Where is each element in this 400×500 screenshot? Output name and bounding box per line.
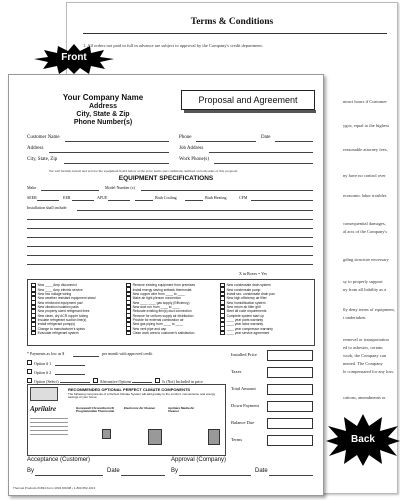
checklist-column-2 — [126, 283, 195, 335]
terms-fragment: ygos, equal to the highest — [343, 123, 389, 128]
terms-fragment: cations, amendments or — [343, 395, 386, 400]
afue-label: AFUE — [97, 195, 108, 200]
total-label: Taxes — [231, 369, 242, 374]
total-label: Down Payment — [231, 403, 259, 408]
acceptance-label — [27, 457, 90, 463]
checkbox[interactable] — [220, 331, 225, 336]
city-state-zip-field[interactable] — [64, 163, 169, 164]
air-cleaner-image — [148, 429, 162, 445]
approval-text: Approval — [171, 457, 195, 463]
terms-fragment: ntract hours if Customer — [343, 99, 387, 104]
option-select-checkbox[interactable] — [27, 378, 32, 383]
checklist-item-label: New copper wire from ____ to ____ — [132, 291, 185, 296]
proposal-page — [8, 74, 324, 496]
installation-line[interactable] — [27, 246, 313, 247]
included-text: Is (Not) Included in price — [162, 379, 203, 384]
intro-text: We will furnish, install and service the equipment listed below at the price terms and conditions outlined on both sides of this proposal. — [49, 169, 239, 173]
afue-field[interactable] — [108, 200, 130, 201]
total-label: Total Amount — [231, 386, 256, 391]
checklist-item-label: Remove for uniform supply air distribution — [132, 313, 194, 318]
installation-line[interactable] — [27, 219, 313, 220]
customer-by-label: By — [27, 468, 35, 474]
address-field[interactable] — [49, 152, 169, 153]
checklist-item-label: Clean work area to customer's satisfaction — [132, 330, 195, 335]
address-label: Address — [27, 146, 44, 151]
phone-field[interactable] — [196, 141, 256, 142]
cfm-label: CFM — [239, 195, 248, 200]
form-footer: Thermal Products #1834 Form 1834 8/2008 • 1-800-552-1013 — [13, 486, 96, 490]
total-field[interactable] — [267, 435, 313, 446]
seer-field[interactable] — [37, 200, 59, 201]
work-phone-field[interactable] — [214, 163, 313, 164]
terms-title: Terms & Conditions — [190, 17, 274, 27]
customer-name-label: Customer Name — [27, 135, 60, 140]
installation-label: Installation shall include: — [27, 205, 68, 210]
company-address: Address — [88, 102, 117, 110]
perfect-climate-logo — [30, 387, 58, 401]
checklist-item-label: New vibration isolation pads — [37, 304, 79, 309]
checklist-item-label: ____ year parts warranty — [226, 317, 264, 322]
alternative-options-checkbox[interactable] — [93, 378, 98, 383]
terms-fragment: consequential damages, — [343, 221, 386, 226]
customer-date-field[interactable] — [121, 475, 165, 476]
terms-fragment: reasonable attorney fees, — [343, 147, 388, 152]
checklist-item-label: New duct run from ____ to ____ — [132, 304, 180, 309]
ad-body-lines — [30, 415, 68, 435]
installation-line[interactable] — [27, 264, 313, 265]
eer-label: EER — [63, 195, 71, 200]
recommended-components-box — [27, 384, 226, 456]
approval-label — [171, 457, 226, 463]
city-state-zip-label: City, State, Zip — [27, 157, 58, 162]
terms-fragment: nented. The Company — [343, 361, 383, 366]
checkbox[interactable] — [126, 331, 131, 336]
checklist-item-label: Install energy saving setback thermostat — [132, 287, 192, 292]
thermostat-image — [102, 429, 111, 439]
date-field[interactable] — [275, 141, 313, 142]
checklist-item-label: New high efficiency air filter — [226, 296, 267, 301]
equipment-specs-title: EQUIPMENT SPECIFICATIONS — [118, 175, 214, 182]
installation-line[interactable] — [27, 237, 313, 238]
checklist-item-label: Provide for external combustion air — [132, 317, 184, 322]
checklist-item-label: ____ year compressor warranty — [226, 326, 273, 331]
option-2-text: Option # 2 — [34, 370, 52, 375]
checklist-item-label: Evacuate refrigerant system — [37, 330, 79, 335]
btuh-heating-field[interactable] — [185, 200, 203, 201]
make-label: Make — [27, 185, 37, 190]
total-label: Balance Due — [231, 420, 255, 425]
checklist-item-label: Install refrigerant pump(s) — [37, 322, 76, 327]
checklist-column-1 — [31, 283, 96, 335]
option-1-field[interactable] — [55, 365, 85, 366]
company-name: Your Company Name — [62, 93, 144, 102]
installation-line[interactable] — [27, 255, 313, 256]
cfm-field[interactable] — [251, 200, 313, 201]
btuh-cooling-field[interactable] — [135, 200, 153, 201]
front-badge — [34, 44, 114, 74]
company-date-label: Date — [255, 468, 268, 474]
company-block — [49, 93, 157, 128]
company-by-label: By — [171, 468, 179, 474]
checklist-item-label: Meet all code requirements — [226, 309, 267, 314]
checklist-item-label: New weather resistant equipment stand — [37, 296, 96, 301]
installation-line[interactable] — [27, 228, 313, 229]
installation-checklist — [27, 279, 315, 346]
customer-name-field[interactable] — [65, 141, 169, 142]
checklist-item-label: New condensate drain system — [226, 283, 271, 288]
terms-fragment: ed to asbestos, certain — [343, 345, 383, 350]
checkbox[interactable] — [31, 331, 36, 336]
customer-date-label: Date — [107, 468, 120, 474]
btuh-cooling-label: Btuh Cooling — [155, 195, 177, 200]
terms-fragment: sy to properly support — [343, 279, 383, 284]
checklist-item-label: New low voltage wiring — [37, 291, 72, 296]
terms-fragment: lly deny terms of equipment, — [343, 307, 395, 312]
job-address-label: Job Address — [179, 146, 204, 151]
checklist-item-label: New property sized refrigerant lines — [37, 309, 90, 314]
checklist-item-label: New humidification system — [226, 300, 266, 305]
form-title-box — [181, 90, 315, 110]
checklist-item-label: Remove existing equipment from premises — [132, 283, 196, 288]
form-title: Proposal and Agreement — [198, 95, 298, 105]
company-signature-field[interactable] — [179, 475, 251, 476]
ad-product-3: Electronic Air Cleaner — [124, 406, 156, 410]
job-address-field[interactable] — [209, 152, 313, 153]
ad-product-1: Aprilaire — [30, 405, 57, 413]
checklist-item-label: ____ year labor warranty — [226, 322, 264, 327]
terms-clause-1: 1. All orders not paid in full in advance are subject to approval by the Company's credit department. — [83, 43, 263, 48]
terms-fragment: ny have no control over — [343, 173, 386, 178]
checklist-item[interactable] — [31, 331, 96, 335]
checklist-item-label: New ____ Amp disconnect — [37, 283, 77, 288]
payment-prefix: * Payments as low as $ — [27, 351, 65, 356]
option-2-field[interactable] — [55, 374, 85, 375]
checklist-item-label: New return air filter grill — [226, 304, 261, 309]
back-badge — [326, 414, 400, 466]
terms-fragment: gding structure necessary — [343, 257, 389, 262]
company-date-field[interactable] — [269, 475, 313, 476]
option-2-label — [27, 369, 51, 375]
make-field[interactable] — [41, 190, 99, 191]
total-field[interactable] — [267, 384, 313, 395]
terms-divider — [83, 33, 387, 34]
checklist-item[interactable] — [126, 331, 195, 335]
total-label: Installed Price — [231, 352, 257, 357]
terms-fragment: economic labor troubles — [343, 193, 387, 198]
checklist-item-label: Relocate existing flex(s) duct connection — [132, 309, 192, 314]
x-means-yes-note: X in Boxes = Yes — [239, 271, 267, 276]
customer-signature-field[interactable] — [35, 475, 103, 476]
option-2-checkbox[interactable] — [27, 369, 32, 374]
option-1-label — [27, 360, 51, 366]
total-field[interactable] — [267, 418, 313, 429]
acceptance-text: Acceptance — [27, 457, 59, 463]
seer-label: SEER — [27, 195, 37, 200]
terms-fragment: removal or transportation — [343, 337, 389, 342]
option-1-text: Option # 1 — [34, 361, 52, 366]
ad-product-2: Honeywell Chronotherm III Programmable Thermostat — [76, 406, 115, 414]
checklist-item[interactable] — [220, 331, 275, 335]
terms-fragment: le compensated for any loss. — [343, 369, 395, 374]
ad-heading: RECOMMENDED OPTIONAL PERFECT CLIMATE COMPONENTS — [68, 387, 191, 392]
checklist-item-label: ____ year service agreement — [226, 330, 270, 335]
total-field[interactable] — [267, 367, 313, 378]
work-phone-label: Work Phone(s) — [179, 157, 210, 162]
terms-fragment: ny from all liability as a — [343, 287, 387, 292]
checklist-item-label: New reinforced equipment pad — [37, 300, 83, 305]
date-label: Date — [261, 135, 271, 140]
checklist-item-label: New ____ Amp electric service — [37, 287, 83, 292]
checklist-item-label: New vent pipe and cap — [132, 326, 167, 331]
checklist-column-3 — [220, 283, 275, 335]
eer-field[interactable] — [72, 200, 94, 201]
option-select-text: Option (Select) — [34, 379, 59, 384]
checklist-item-label: New condensate pump — [226, 287, 261, 292]
terms-fragment: al acts of the Company's — [343, 229, 388, 234]
checklist-item-label: New gas piping from ____ to ____ — [132, 322, 183, 327]
total-label: Terms — [231, 437, 243, 442]
checklist-item-label: New clean, dry ACR copper tubing — [37, 313, 88, 318]
alternative-options-text: Alternative Options — [99, 379, 132, 384]
ad-product-4: Aprilaire Media Air Cleaner — [168, 406, 195, 414]
company-phone: Phone Number(s) — [73, 119, 133, 127]
checklist-item-label: Change to manufacturer's specs — [37, 326, 85, 331]
btuh-heating-label: Btuh Heating — [205, 195, 227, 200]
company-city: City, State & Zip — [76, 110, 130, 118]
terms-fragment: t undertaken. — [343, 315, 367, 320]
checklist-item-label: New ____ ____ gas supply (Efficiency) — [132, 300, 190, 305]
total-field[interactable] — [267, 350, 313, 361]
media-cleaner-image — [208, 429, 220, 445]
front-badge-text: Front — [61, 52, 87, 63]
included-checkbox[interactable] — [155, 378, 160, 383]
checklist-item-label: Insulate refrigerant suction line(s) — [37, 317, 87, 322]
option-1-checkbox[interactable] — [27, 360, 32, 365]
installation-line[interactable] — [77, 210, 313, 211]
terms-fragment: work, the Company can — [343, 353, 386, 358]
payment-field[interactable] — [73, 356, 99, 357]
phone-label: Phone — [179, 135, 192, 140]
back-badge-text: Back — [351, 434, 375, 445]
payment-suffix: per month with approved credit — [102, 351, 153, 356]
total-field[interactable] — [267, 401, 313, 412]
ad-body: The following components of a Perfect Climate System will add greatly to the comfort, convenience and energy savings of your home. — [68, 392, 216, 400]
model-field[interactable] — [141, 190, 313, 191]
checklist-item-label: Complete system start up — [226, 313, 264, 318]
customer-sign-caption: (Customer) — [60, 457, 91, 463]
checklist-item-label: Install sec. condensate drain pan — [226, 291, 275, 296]
checklist-item-label: Make air tight plenum connection — [132, 296, 181, 301]
company-sign-caption: (Company) — [196, 457, 227, 463]
model-label: Model Number (s) — [105, 185, 135, 190]
